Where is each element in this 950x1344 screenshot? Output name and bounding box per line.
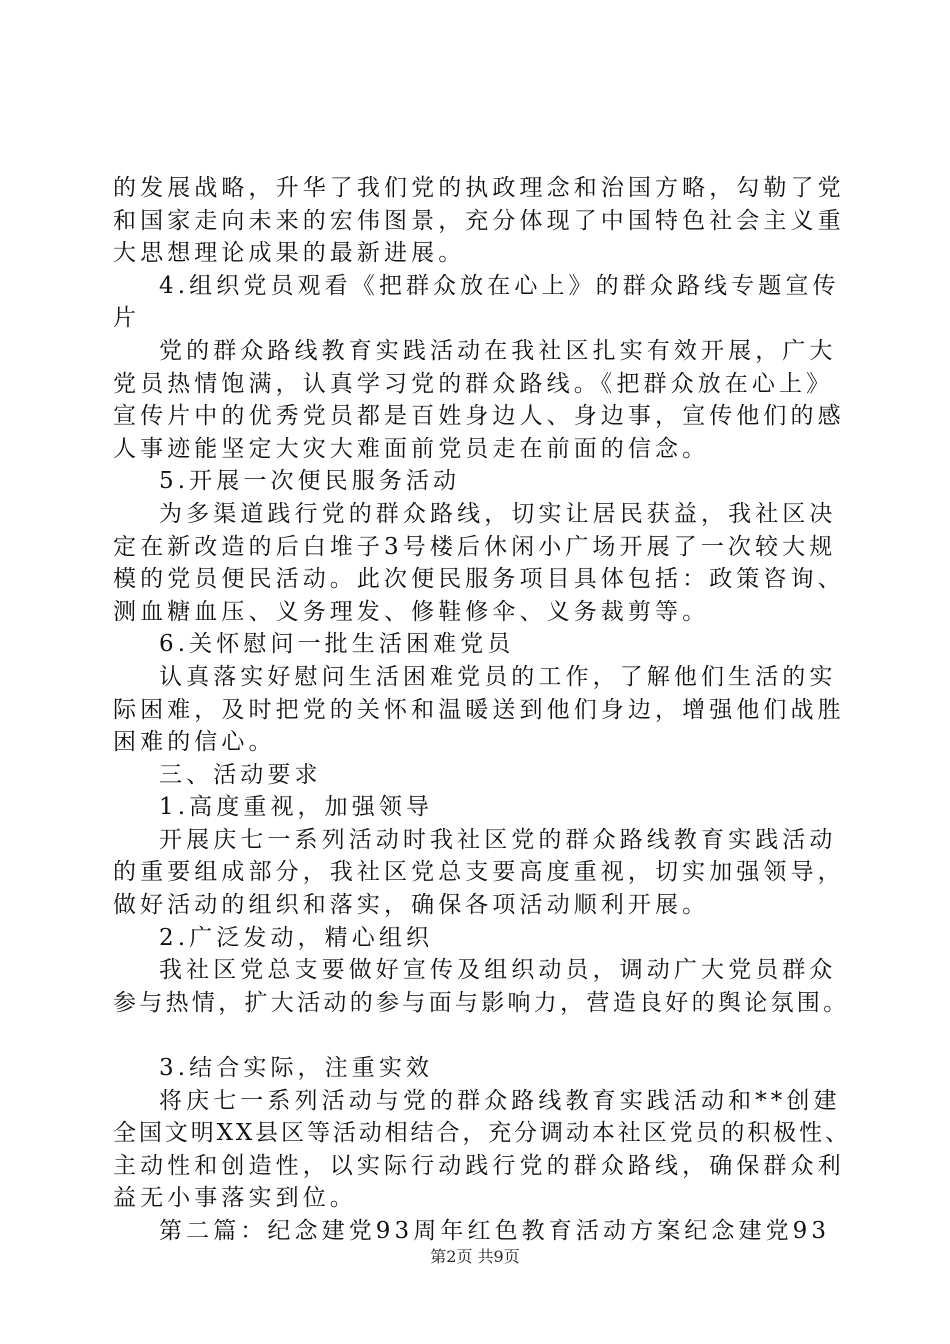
paragraph-line: 人事迹能坚定大灾大难面前党员走在前面的信念。 — [113, 435, 710, 462]
paragraph-line: 际困难，及时把党的关怀和温暖送到他们身边，增强他们战胜 — [113, 696, 845, 723]
section-heading: 2.广泛发动，精心组织 — [159, 924, 434, 951]
paragraph-line: 测血糖血压、义务理发、修鞋修伞、义务裁剪等。 — [113, 598, 710, 625]
paragraph-line: 大思想理论成果的最新进展。 — [113, 240, 466, 267]
paragraph-line: 第二篇：纪念建党93周年红色教育活动方案纪念建党93 — [159, 1218, 831, 1244]
section-heading: 1.高度重视，加强领导 — [159, 794, 434, 821]
paragraph-line: 宣传片中的优秀党员都是百姓身边人、身边事，宣传他们的感 — [113, 403, 845, 430]
paragraph-line: 党的群众路线教育实践活动在我社区扎实有效开展，广大 — [159, 337, 837, 364]
paragraph-line: 为多渠道践行党的群众路线，切实让居民获益，我社区决 — [159, 500, 837, 527]
paragraph-line: 开展庆七一系列活动时我社区党的群众路线教育实践活动 — [159, 826, 837, 853]
paragraph-line: 和国家走向未来的宏伟图景，充分体现了中国特色社会主义重 — [113, 207, 845, 234]
paragraph-line: 党员热情饱满，认真学习党的群众路线。《把群众放在心上》 — [113, 370, 834, 397]
paragraph-line: 参与热情，扩大活动的参与面与影响力，营造良好的舆论氛围。 — [113, 989, 850, 1016]
section-heading: 5.开展一次便民服务活动 — [159, 468, 461, 495]
blank-line — [113, 1019, 853, 1052]
paragraph-line: 将庆七一系列活动与党的群众路线教育实践活动和**创建 — [159, 1087, 841, 1114]
paragraph-line: 全国文明XX县区等活动相结合，充分调动本社区党员的积极性、 — [113, 1120, 851, 1147]
section-heading: 3.结合实际，注重实效 — [159, 1055, 434, 1082]
paragraph-line: 的发展战略，升华了我们党的执政理念和治国方略，勾勒了党 — [113, 175, 845, 201]
section-heading-continued: 片 — [113, 305, 141, 332]
section-heading: 4.组织党员观看《把群众放在心上》的群众路线专题宣传 — [159, 272, 840, 299]
paragraph-line: 模的党员便民活动。此次便民服务项目具体包括：政策咨询、 — [113, 566, 845, 593]
paragraph-line: 定在新改造的后白堆子3号楼后休闲小广场开展了一次较大规 — [113, 533, 837, 560]
section-heading: 6.关怀慰问一批生活困难党员 — [159, 631, 515, 658]
paragraph-line: 的重要组成部分，我社区党总支要高度重视，切实加强领导， — [113, 859, 845, 886]
page-number-footer: 第2页 共9页 — [430, 1247, 520, 1266]
document-body — [113, 172, 853, 1248]
paragraph-line: 我社区党总支要做好宣传及组织动员，调动广大党员群众 — [159, 957, 837, 984]
paragraph-line: 做好活动的组织和落实，确保各项活动顺利开展。 — [113, 892, 710, 919]
paragraph-line: 认真落实好慰问生活困难党员的工作，了解他们生活的实 — [159, 663, 837, 690]
paragraph-line: 主动性和创造性，以实际行动践行党的群众路线，确保群众利 — [113, 1152, 845, 1179]
section-heading: 三、活动要求 — [159, 761, 322, 788]
paragraph-line: 益无小事落实到位。 — [113, 1185, 357, 1212]
paragraph-line: 困难的信心。 — [113, 729, 276, 756]
